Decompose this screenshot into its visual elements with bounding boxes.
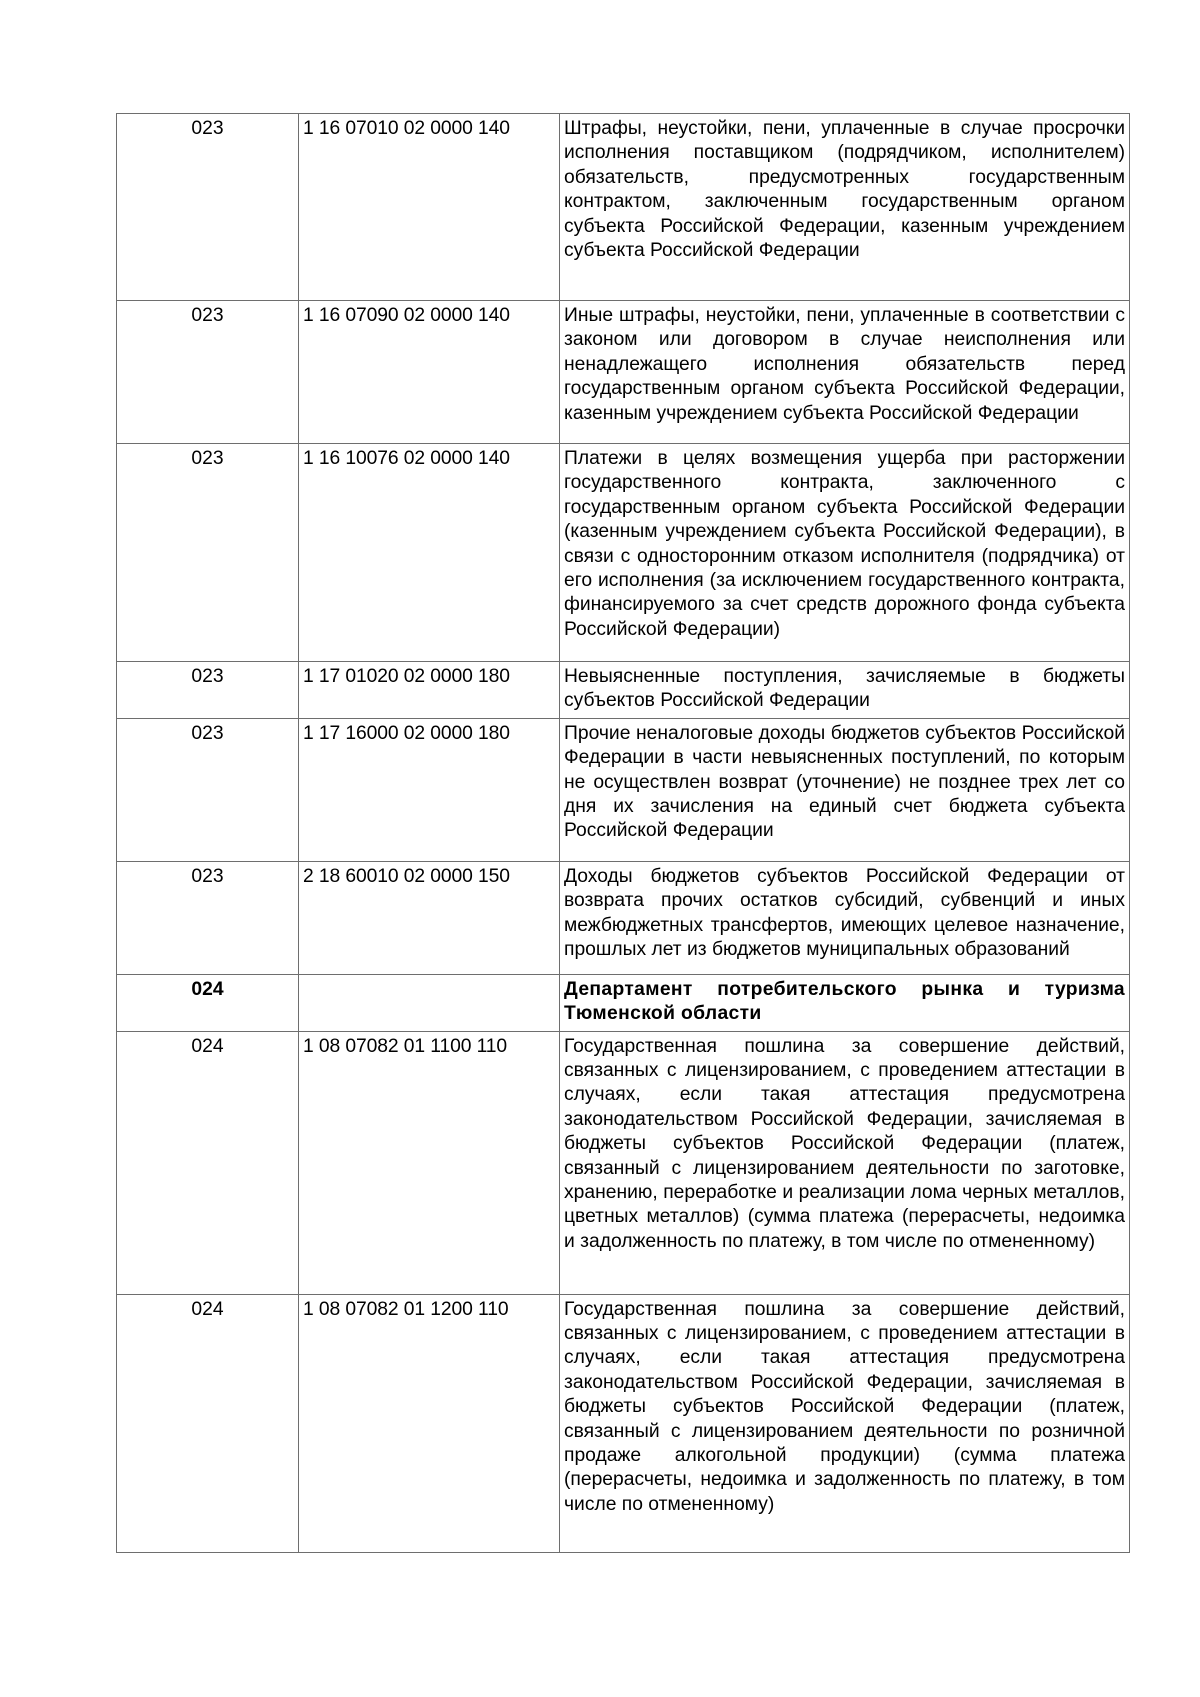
admin-code-cell: 024 — [117, 974, 299, 1031]
revenue-description-cell: Штрафы, неустойки, пени, уплаченные в случае просрочки исполнения поставщиком (подрядчиком, исполнителем) обязательств, предусмотренных государственным контрактом, заключенным государственным органом субъекта Российской Федерации, казенным учреждением субъекта Российской Федерации — [560, 114, 1130, 301]
admin-code-cell: 023 — [117, 861, 299, 974]
table-row — [117, 662, 1130, 719]
revenue-description-cell: Иные штрафы, неустойки, пени, уплаченные в соответствии с законом или договором в случае неисполнения или ненадлежащего исполнения обязательств перед государственным органом субъекта Российской Федерации, казенным учреждением субъекта Российской Федерации — [560, 301, 1130, 444]
revenue-description-cell: Государственная пошлина за совершение действий, связанных с лицензированием, с проведением аттестации в случаях, если такая аттестация предусмотрена законодательством Российской Федерации, зачисляемая в бюджеты субъектов Российской Федерации (платеж, связанный с лицензированием деятельности по розничной продаже алкогольной продукции) (сумма платежа (перерасчеты, недоимка и задолженность по платежу, в том числе по отмененному) — [560, 1294, 1130, 1552]
revenue-description-cell: Платежи в целях возмещения ущерба при расторжении государственного контракта, заключенного с государственным органом субъекта Российской Федерации (казенным учреждением субъекта Российской Федерации), в связи с односторонним отказом исполнителя (подрядчика) от его исполнения (за исключением государственного контракта, финансируемого за счет средств дорожного фонда субъекта Российской Федерации) — [560, 444, 1130, 662]
table-row — [117, 1031, 1130, 1294]
revenue-description-cell: Доходы бюджетов субъектов Российской Федерации от возврата прочих остатков субсидий, субвенций и иных межбюджетных трансфертов, имеющих целевое назначение, прошлых лет из бюджетов муниципальных образований — [560, 861, 1130, 974]
budget-classification-code-cell: 1 17 01020 02 0000 180 — [299, 662, 560, 719]
department-name-cell: Департамент потребительского рынка и туризма Тюменской области — [560, 974, 1130, 1031]
budget-classification-code-cell: 1 16 07090 02 0000 140 — [299, 301, 560, 444]
admin-code-cell: 023 — [117, 662, 299, 719]
budget-classification-code-cell: 1 16 10076 02 0000 140 — [299, 444, 560, 662]
budget-classification-code-cell: 1 17 16000 02 0000 180 — [299, 718, 560, 861]
budget-classification-code-cell: 2 18 60010 02 0000 150 — [299, 861, 560, 974]
budget-classification-code-cell: 1 08 07082 01 1100 110 — [299, 1031, 560, 1294]
admin-code-cell: 024 — [117, 1031, 299, 1294]
admin-code-cell: 024 — [117, 1294, 299, 1552]
table-row — [117, 114, 1130, 301]
table-row — [117, 444, 1130, 662]
admin-code-cell: 023 — [117, 718, 299, 861]
budget-classification-code-cell: 1 16 07010 02 0000 140 — [299, 114, 560, 301]
budget-classification-code-cell — [299, 974, 560, 1031]
admin-code-cell: 023 — [117, 444, 299, 662]
admin-code-cell: 023 — [117, 301, 299, 444]
department-header-row — [117, 974, 1130, 1031]
revenue-description-cell: Государственная пошлина за совершение действий, связанных с лицензированием, с проведением аттестации в случаях, если такая аттестация предусмотрена законодательством Российской Федерации, зачисляемая в бюджеты субъектов Российской Федерации (платеж, связанный с лицензированием деятельности по заготовке, хранению, переработке и реализации лома черных металлов, цветных металлов) (сумма платежа (перерасчеты, недоимка и задолженность по платежу, в том числе по отмененному) — [560, 1031, 1130, 1294]
table-row — [117, 718, 1130, 861]
revenue-description-cell: Прочие неналоговые доходы бюджетов субъектов Российской Федерации в части невыясненных поступлений, по которым не осуществлен возврат (уточнение) не позднее трех лет со дня их зачисления на единый счет бюджета субъекта Российской Федерации — [560, 718, 1130, 861]
table-row — [117, 861, 1130, 974]
revenue-description-cell: Невыясненные поступления, зачисляемые в бюджеты субъектов Российской Федерации — [560, 662, 1130, 719]
table-row — [117, 1294, 1130, 1552]
admin-code-cell: 023 — [117, 114, 299, 301]
budget-classification-code-cell: 1 08 07082 01 1200 110 — [299, 1294, 560, 1552]
revenue-codes-table — [116, 113, 1130, 1553]
table-row — [117, 301, 1130, 444]
